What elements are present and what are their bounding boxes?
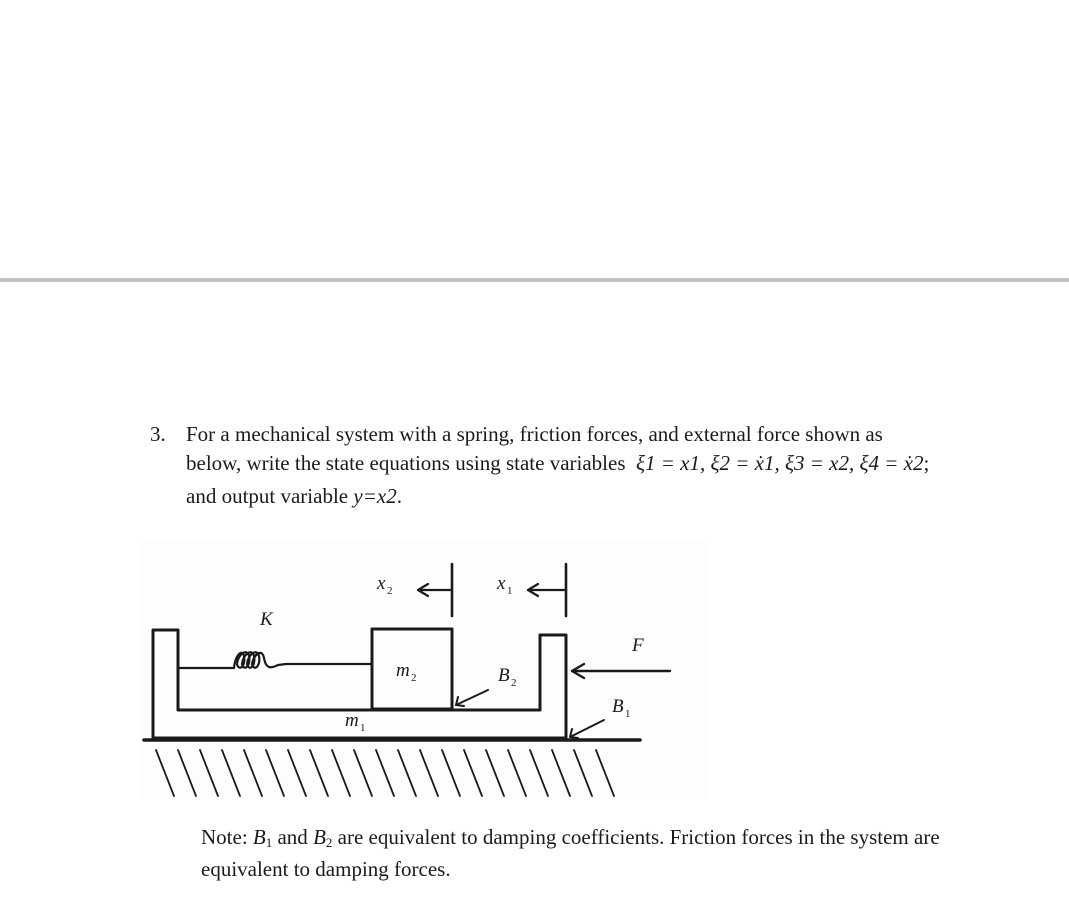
page-separator: [0, 278, 1069, 282]
mass1-label: m: [345, 710, 359, 731]
problem-line-2: [186, 449, 1030, 478]
problem-line-3-end: .: [396, 484, 402, 508]
damper1-label-sub: 1: [625, 708, 631, 720]
disp2-label: x: [377, 573, 386, 594]
note-b2: B: [313, 825, 326, 849]
note-and: and: [277, 825, 308, 849]
problem-line-3-text: and output variable: [186, 484, 349, 508]
problem-number: 3.: [150, 422, 166, 446]
damper2-label: B: [498, 665, 510, 686]
state-variables: ξ1 = x1, ξ2 = ẋ1, ξ3 = x2, ξ4 = ẋ2: [636, 451, 924, 475]
spring-k: [178, 652, 372, 668]
mass2-label-sub: 2: [411, 672, 417, 684]
disp2-label-sub: 2: [387, 585, 393, 597]
disp1-label-sub: 1: [507, 585, 513, 597]
problem-line-1: For a mechanical system with a spring, friction forces, and external force shown as: [186, 422, 883, 446]
system-diagram: [138, 540, 708, 800]
problem-statement: [150, 420, 1030, 511]
mass2-label: m: [396, 660, 410, 681]
note-prefix: Note:: [201, 825, 248, 849]
mass-m2: [372, 629, 452, 709]
b1-pointer: [570, 720, 604, 737]
note-line-2: equivalent to damping forces.: [201, 857, 451, 881]
note-b1: B: [252, 825, 266, 849]
force-label: F: [632, 635, 644, 656]
note-line-1-rest: are equivalent to damping coefficients. Friction forces in the system are: [337, 825, 940, 849]
problem-body: [186, 420, 1030, 511]
note-line-1: [201, 824, 1021, 856]
problem-line-2-end: ;: [923, 451, 930, 475]
disp1-label: x: [497, 573, 506, 594]
mass1-label-sub: 1: [360, 722, 366, 734]
note-b2-sub: 2: [325, 835, 333, 850]
note-b1-sub: 1: [265, 835, 273, 850]
damper1-label: B: [612, 696, 624, 717]
b2-pointer: [456, 690, 488, 705]
note: [201, 824, 1021, 883]
problem-line-3: [186, 482, 1030, 511]
problem-line-2-text: below, write the state equations using state variables: [186, 451, 626, 475]
ground-hatching: [156, 750, 614, 796]
damper2-label-sub: 2: [511, 677, 517, 689]
output-variable: y=x2: [353, 484, 397, 508]
spring-label: K: [260, 609, 273, 630]
mechanical-system-figure: [138, 540, 708, 800]
